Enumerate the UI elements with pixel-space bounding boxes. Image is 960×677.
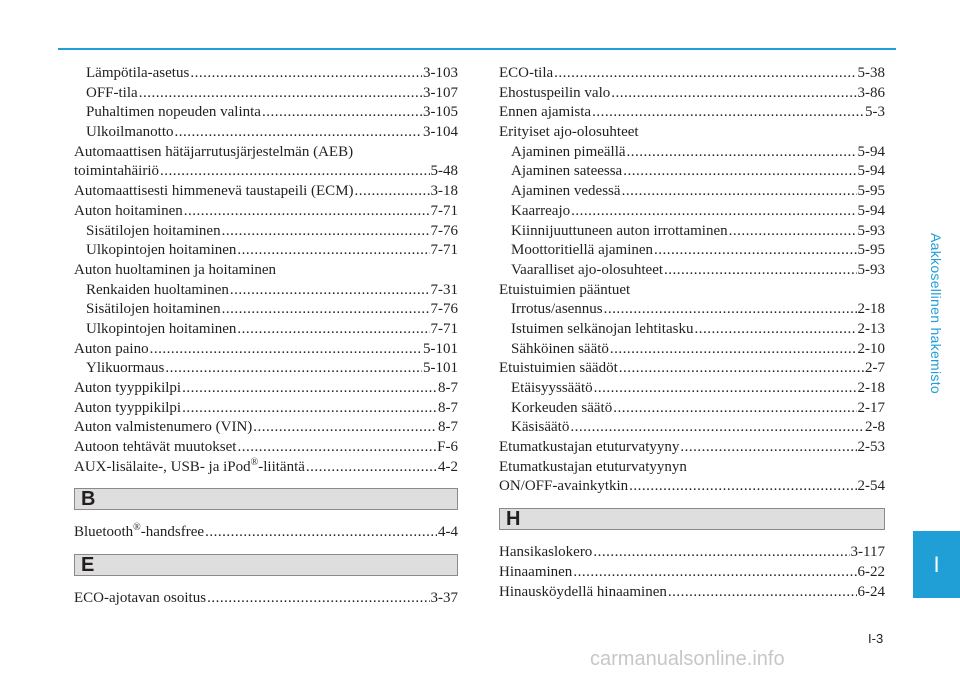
entry-title: Lämpötila-asetus bbox=[86, 65, 190, 81]
dot-leader bbox=[604, 300, 857, 320]
index-entry[interactable] bbox=[74, 359, 458, 379]
dot-leader bbox=[622, 182, 857, 202]
entry-text bbox=[511, 202, 570, 222]
entry-text bbox=[86, 103, 261, 123]
entry-text bbox=[499, 64, 553, 84]
index-entry[interactable] bbox=[74, 182, 458, 202]
dot-leader bbox=[150, 340, 422, 360]
page-reference: 7-71 bbox=[430, 320, 458, 337]
entry-text bbox=[499, 103, 591, 123]
entry-title: Puhaltimen nopeuden valinta bbox=[86, 104, 261, 121]
index-entry[interactable] bbox=[499, 418, 885, 438]
entry-text bbox=[499, 563, 572, 583]
dot-leader bbox=[207, 589, 429, 609]
entry-text bbox=[86, 241, 236, 261]
dot-leader bbox=[729, 222, 857, 242]
entry-title: Istuimen selkänojan lehtitasku bbox=[511, 320, 694, 337]
entry-text bbox=[499, 477, 628, 497]
index-entry[interactable] bbox=[499, 261, 885, 281]
dot-leader bbox=[165, 359, 422, 379]
section-header-b bbox=[74, 488, 458, 510]
entry-text bbox=[74, 523, 204, 543]
entry-text bbox=[74, 438, 236, 458]
entry-text bbox=[499, 359, 618, 379]
entry-text bbox=[511, 182, 621, 202]
index-heading bbox=[74, 261, 458, 281]
entry-title: Auton tyyppikilpi bbox=[74, 399, 182, 416]
entry-text bbox=[74, 458, 305, 478]
entry-text bbox=[511, 340, 609, 360]
page-reference: 5-93 bbox=[857, 222, 885, 239]
entry-text bbox=[499, 438, 679, 458]
watermark: carmanualsonline.info bbox=[590, 648, 785, 670]
index-heading bbox=[499, 123, 885, 143]
index-entry[interactable] bbox=[74, 438, 458, 458]
dot-leader bbox=[139, 84, 422, 104]
page-reference: 5-48 bbox=[430, 163, 458, 180]
entry-text bbox=[499, 84, 610, 104]
index-entry[interactable] bbox=[74, 103, 458, 123]
dot-leader bbox=[160, 162, 430, 182]
entry-title: toimintahäiriö bbox=[74, 163, 159, 180]
page-reference: 3-103 bbox=[423, 65, 458, 81]
dot-leader bbox=[237, 438, 436, 458]
entry-text bbox=[74, 182, 354, 202]
entry-title-suffix: -liitäntä bbox=[258, 458, 305, 475]
dot-leader bbox=[222, 300, 430, 320]
entry-text bbox=[511, 143, 626, 163]
page-reference: 7-71 bbox=[430, 202, 458, 219]
entry-title: Erityiset ajo-olosuhteet bbox=[499, 124, 639, 141]
index-entry[interactable] bbox=[499, 563, 885, 583]
entry-title: Etumatkustajan etuturvatyynyn bbox=[499, 458, 687, 475]
entry-title: Automaattisesti himmenevä taustapeili (ECM) bbox=[74, 183, 354, 200]
entry-title: Bluetooth bbox=[74, 524, 134, 541]
dot-leader bbox=[222, 222, 430, 242]
index-heading bbox=[74, 143, 458, 163]
entry-title: Ajaminen pimeällä bbox=[511, 143, 626, 160]
page-reference: 2-7 bbox=[865, 360, 885, 377]
index-entry[interactable] bbox=[499, 438, 885, 458]
index-entry[interactable] bbox=[499, 543, 885, 563]
entry-text bbox=[86, 320, 236, 340]
dot-leader bbox=[668, 583, 857, 603]
index-entry[interactable] bbox=[74, 64, 458, 84]
dot-leader bbox=[654, 241, 856, 261]
section-letter: B bbox=[81, 487, 96, 510]
entry-text bbox=[86, 281, 229, 301]
page-reference: 5-95 bbox=[857, 183, 885, 200]
entry-text bbox=[511, 379, 593, 399]
dot-leader bbox=[253, 418, 437, 438]
entry-text bbox=[499, 123, 639, 143]
page-reference: 7-31 bbox=[430, 281, 458, 298]
index-entry[interactable] bbox=[499, 222, 885, 242]
entry-text bbox=[86, 359, 164, 379]
index-entry[interactable] bbox=[74, 320, 458, 340]
entry-title: Ennen ajamista bbox=[499, 104, 592, 121]
dot-leader bbox=[554, 64, 856, 84]
index-entry[interactable] bbox=[74, 123, 458, 143]
dot-leader bbox=[190, 64, 422, 84]
entry-title: ECO-ajotavan osoitus bbox=[74, 590, 207, 607]
index-entry[interactable] bbox=[499, 162, 885, 182]
page-reference: 7-71 bbox=[430, 242, 458, 259]
entry-text bbox=[511, 261, 663, 281]
index-entry[interactable] bbox=[74, 222, 458, 242]
entry-text bbox=[511, 300, 603, 320]
page-reference: 3-107 bbox=[423, 84, 458, 101]
dot-leader bbox=[623, 162, 856, 182]
entry-text bbox=[74, 162, 159, 182]
page-reference: 5-94 bbox=[857, 143, 885, 160]
page-reference: 3-18 bbox=[430, 183, 458, 200]
page-number: I-3 bbox=[868, 631, 884, 646]
dot-leader bbox=[184, 202, 430, 222]
page-reference: F-6 bbox=[437, 439, 458, 456]
page-reference: 8-7 bbox=[438, 399, 458, 416]
entry-text bbox=[74, 340, 149, 360]
entry-title: Auton paino bbox=[74, 340, 149, 357]
page-reference: 3-117 bbox=[850, 544, 885, 561]
index-entry[interactable] bbox=[499, 379, 885, 399]
entry-title: Auton valmistenumero (VIN) bbox=[74, 419, 253, 436]
page-reference: 4-4 bbox=[438, 524, 458, 541]
page-reference: 5-38 bbox=[857, 65, 885, 81]
index-entry[interactable] bbox=[74, 202, 458, 222]
dot-leader bbox=[619, 359, 864, 379]
dot-leader bbox=[694, 320, 856, 340]
entry-title: Sähköinen säätö bbox=[511, 340, 609, 357]
trademark-mark: ® bbox=[133, 522, 141, 534]
entry-text bbox=[74, 202, 183, 222]
dot-leader bbox=[355, 182, 430, 202]
entry-text bbox=[74, 261, 276, 281]
index-heading bbox=[499, 281, 885, 301]
dot-leader bbox=[205, 523, 437, 543]
dot-leader bbox=[594, 379, 857, 399]
page-reference: 3-37 bbox=[430, 590, 458, 607]
page-reference: 3-105 bbox=[423, 104, 458, 121]
page-reference: 2-53 bbox=[857, 439, 885, 456]
index-entry[interactable] bbox=[499, 583, 885, 603]
entry-title: Hinausköydellä hinaaminen bbox=[499, 583, 667, 600]
page-reference: 8-7 bbox=[438, 380, 458, 396]
page-reference: 7-76 bbox=[430, 301, 458, 318]
chapter-tab[interactable] bbox=[913, 531, 960, 598]
entry-text bbox=[499, 583, 667, 603]
index-entry[interactable] bbox=[74, 84, 458, 104]
page-reference: 2-8 bbox=[865, 419, 885, 436]
entry-title: Ajaminen sateessa bbox=[511, 163, 623, 180]
page-reference: 3-86 bbox=[857, 84, 885, 101]
entry-title: ON/OFF-avainkytkin bbox=[499, 478, 629, 495]
dot-leader bbox=[237, 241, 429, 261]
page-reference: 6-22 bbox=[857, 563, 885, 580]
entry-title: Vaaralliset ajo-olosuhteet bbox=[511, 261, 664, 278]
index-entry[interactable] bbox=[499, 320, 885, 340]
dot-leader bbox=[627, 143, 857, 163]
entry-title: Automaattisen hätäjarrutusjärjestelmän (AEB) bbox=[74, 143, 354, 160]
entry-title: Auton tyyppikilpi bbox=[74, 380, 182, 396]
index-entry[interactable] bbox=[74, 162, 458, 182]
entry-text bbox=[86, 123, 174, 143]
entry-title: AUX-lisälaite-, USB- ja iPod bbox=[74, 458, 251, 475]
index-entry[interactable] bbox=[499, 143, 885, 163]
section-letter: E bbox=[81, 553, 95, 576]
index-entry[interactable] bbox=[499, 202, 885, 222]
entry-title: Ulkopintojen hoitaminen bbox=[86, 242, 237, 259]
dot-leader bbox=[182, 399, 437, 419]
page-reference: 2-13 bbox=[857, 320, 885, 337]
index-entry[interactable] bbox=[499, 182, 885, 202]
entry-text bbox=[74, 143, 353, 163]
index-entry[interactable] bbox=[74, 589, 458, 609]
page-reference: 2-18 bbox=[857, 301, 885, 318]
entry-title: Moottoritiellä ajaminen bbox=[511, 242, 654, 259]
entry-title: Renkaiden huoltaminen bbox=[86, 281, 229, 298]
entry-title: Auton huoltaminen ja hoitaminen bbox=[74, 261, 277, 278]
chapter-label: Aakkosellinen hakemisto bbox=[928, 232, 944, 394]
entry-text bbox=[511, 162, 622, 182]
entry-title: Etumatkustajan etuturvatyyny bbox=[499, 439, 680, 456]
entry-text bbox=[74, 379, 181, 399]
index-entry[interactable] bbox=[74, 340, 458, 360]
entry-text bbox=[86, 84, 138, 104]
chapter-tab-letter: I bbox=[933, 551, 940, 577]
entry-title: Ylikuormaus bbox=[86, 360, 165, 377]
index-entry[interactable] bbox=[499, 477, 885, 497]
entry-title: Autoon tehtävät muutokset bbox=[74, 439, 237, 456]
entry-title: Sisätilojen hoitaminen bbox=[86, 222, 221, 239]
section-header-e bbox=[74, 554, 458, 576]
entry-text bbox=[511, 222, 728, 242]
index-entry[interactable] bbox=[74, 418, 458, 438]
entry-text bbox=[86, 222, 221, 242]
dot-leader bbox=[573, 563, 856, 583]
dot-leader bbox=[262, 103, 422, 123]
dot-leader bbox=[680, 438, 856, 458]
entry-text bbox=[74, 418, 252, 438]
index-entry[interactable] bbox=[499, 340, 885, 360]
entry-text bbox=[511, 418, 569, 438]
index-entry[interactable] bbox=[499, 84, 885, 104]
entry-text bbox=[86, 300, 221, 320]
section-header-h bbox=[499, 508, 885, 530]
entry-title: Ulkopintojen hoitaminen bbox=[86, 320, 237, 337]
index-entry[interactable] bbox=[499, 64, 885, 84]
dot-leader bbox=[611, 84, 856, 104]
index-entry[interactable] bbox=[74, 523, 458, 543]
dot-leader bbox=[571, 202, 856, 222]
entry-text bbox=[499, 281, 630, 301]
index-entry[interactable] bbox=[74, 300, 458, 320]
dot-leader bbox=[613, 399, 856, 419]
entry-title: Irrotus/asennus bbox=[511, 301, 603, 318]
index-heading bbox=[499, 458, 885, 478]
index-column-right bbox=[499, 64, 885, 602]
entry-title: ECO-tila bbox=[499, 65, 554, 81]
entry-title: Auton hoitaminen bbox=[74, 202, 183, 219]
dot-leader bbox=[570, 418, 864, 438]
entry-text bbox=[499, 543, 592, 563]
index-column-left bbox=[74, 64, 458, 609]
index-entry[interactable] bbox=[499, 300, 885, 320]
index-entry[interactable] bbox=[499, 359, 885, 379]
entry-title: Hansikaslokero bbox=[499, 544, 593, 561]
entry-title: Hinaaminen bbox=[499, 563, 573, 580]
page-reference: 4-2 bbox=[438, 458, 458, 475]
page-reference: 2-54 bbox=[857, 478, 885, 495]
entry-text bbox=[499, 458, 687, 478]
index-entry[interactable] bbox=[499, 399, 885, 419]
page-reference: 5-94 bbox=[857, 202, 885, 219]
page-reference: 7-76 bbox=[430, 222, 458, 239]
index-entry[interactable] bbox=[74, 281, 458, 301]
dot-leader bbox=[664, 261, 856, 281]
index-entry[interactable] bbox=[74, 399, 458, 419]
entry-title: Ajaminen vedessä bbox=[511, 183, 621, 200]
entry-title: Ulkoilmanotto bbox=[86, 124, 174, 141]
index-entry[interactable] bbox=[74, 458, 458, 478]
dot-leader bbox=[230, 281, 430, 301]
page-reference: 2-10 bbox=[857, 340, 885, 357]
entry-title: Etäisyyssäätö bbox=[511, 380, 593, 396]
page-reference: 2-17 bbox=[857, 399, 885, 416]
entry-title: Etuistuimien pääntuet bbox=[499, 281, 631, 298]
entry-title: Kiinnijuuttuneen auton irrottaminen bbox=[511, 222, 728, 239]
entry-text bbox=[511, 241, 653, 261]
entry-text bbox=[74, 589, 206, 609]
page-reference: 5-93 bbox=[857, 261, 885, 278]
entry-title: Kaarreajo bbox=[511, 202, 571, 219]
header-rule bbox=[58, 48, 896, 50]
entry-text bbox=[86, 64, 189, 84]
dot-leader bbox=[629, 477, 856, 497]
dot-leader bbox=[592, 103, 864, 123]
page-reference: 5-94 bbox=[857, 163, 885, 180]
index-entry[interactable] bbox=[499, 241, 885, 261]
page-reference: 5-101 bbox=[423, 360, 458, 377]
dot-leader bbox=[306, 458, 437, 478]
section-letter: H bbox=[506, 507, 521, 530]
entry-text bbox=[511, 399, 612, 419]
dot-leader bbox=[237, 320, 429, 340]
entry-title: Ehostuspeilin valo bbox=[499, 84, 611, 101]
index-entry[interactable] bbox=[74, 379, 458, 399]
entry-title: Sisätilojen hoitaminen bbox=[86, 301, 221, 318]
entry-text bbox=[511, 320, 693, 340]
page-reference: 5-95 bbox=[857, 242, 885, 259]
entry-title: Etuistuimien säädöt bbox=[499, 360, 618, 377]
dot-leader bbox=[175, 123, 423, 143]
page-reference: 5-101 bbox=[423, 340, 458, 357]
dot-leader bbox=[610, 340, 857, 360]
page-reference: 3-104 bbox=[423, 124, 458, 141]
page-reference: 8-7 bbox=[438, 419, 458, 436]
index-entry[interactable] bbox=[499, 103, 885, 123]
entry-title: Korkeuden säätö bbox=[511, 399, 613, 416]
page-reference: 6-24 bbox=[857, 583, 885, 600]
entry-text bbox=[74, 399, 181, 419]
trademark-mark: ® bbox=[250, 456, 259, 468]
page-reference: 2-18 bbox=[857, 380, 885, 396]
page-reference: 5-3 bbox=[865, 104, 885, 121]
entry-title: OFF-tila bbox=[86, 84, 138, 101]
dot-leader bbox=[182, 379, 437, 399]
entry-title: Käsisäätö bbox=[511, 419, 570, 436]
index-entry[interactable] bbox=[74, 241, 458, 261]
dot-leader bbox=[593, 543, 849, 563]
entry-title-suffix: -handsfree bbox=[140, 524, 205, 541]
